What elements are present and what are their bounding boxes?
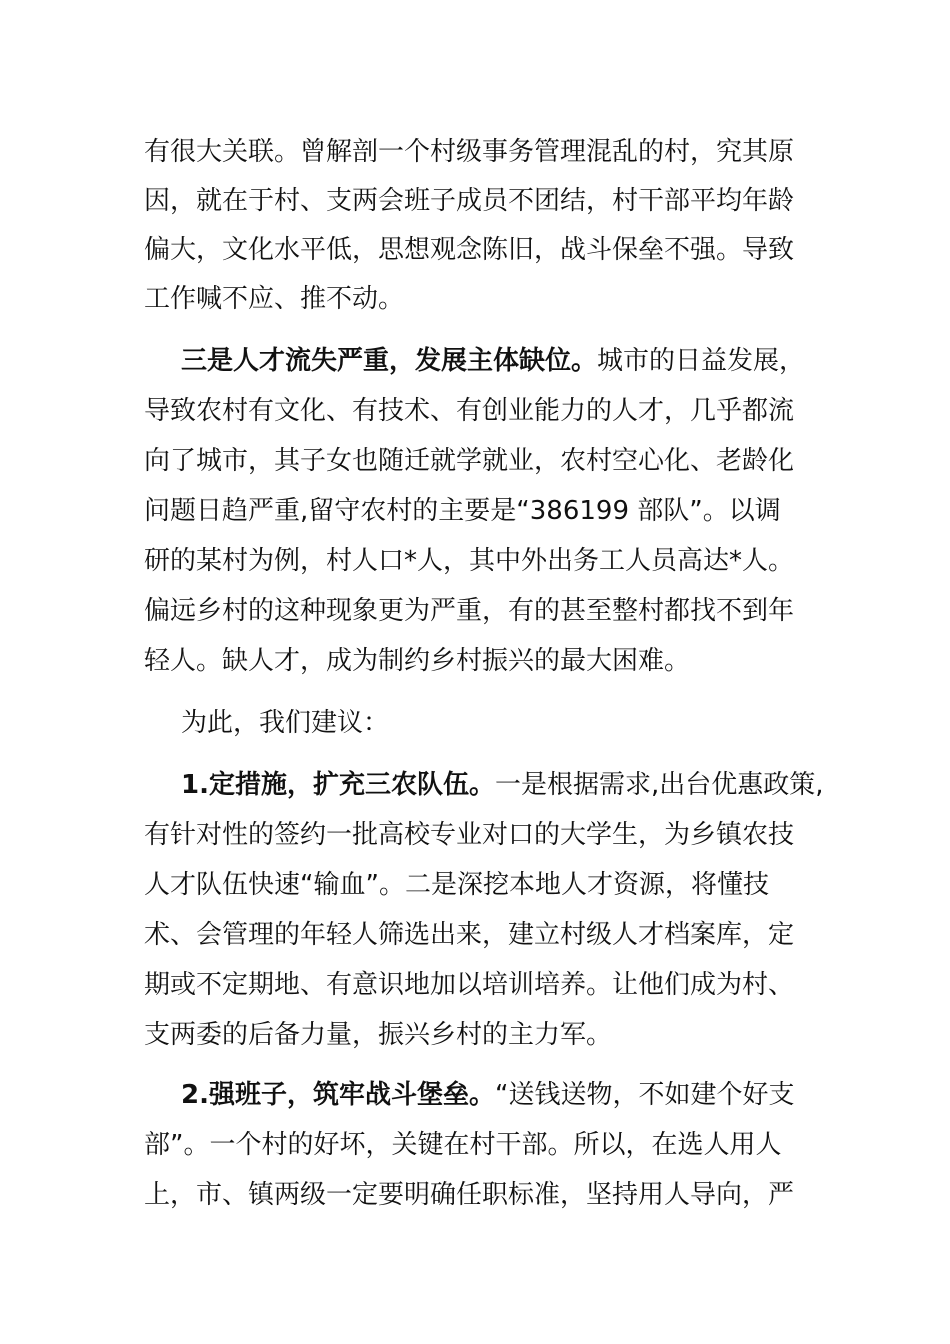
paragraph-2-line-7: 轻人。缺人才，成为制约乡村振兴的最大困难。 bbox=[144, 646, 691, 676]
paragraph-1-line-2: 因，就在于村、支两会班子成员不团结，村干部平均年龄 bbox=[144, 186, 795, 216]
paragraph-5-first-line bbox=[181, 1079, 794, 1111]
paragraph-1-line-3: 偏大，文化水平低，思想观念陈旧，战斗保垒不强。导致 bbox=[144, 235, 795, 265]
paragraph-5-line-3: 上，市、镇两级一定要明确任职标准，坚持用人导向，严 bbox=[144, 1180, 795, 1210]
paragraph-1-line-1: 有很大关联。曾解剖一个村级事务管理混乱的村，究其原 bbox=[144, 137, 795, 167]
paragraph-5-heading: 2.强班子，筑牢战斗堡垒。 bbox=[181, 1080, 495, 1110]
paragraph-2-line-6: 偏远乡村的这种现象更为严重，有的甚至整村都找不到年 bbox=[144, 596, 795, 626]
paragraph-4-first-line bbox=[181, 769, 824, 801]
paragraph-2-first-line-text: 城市的日益发展， bbox=[597, 346, 806, 376]
paragraph-4-line-6: 支两委的后备力量，振兴乡村的主力军。 bbox=[144, 1020, 613, 1050]
paragraph-4-line-5: 期或不定期地、有意识地加以培训培养。让他们成为村、 bbox=[144, 970, 795, 1000]
paragraph-4-line-4: 术、会管理的年轻人筛选出来，建立村级人才档案库，定 bbox=[144, 920, 795, 950]
paragraph-2-line-4: 问题日趋严重,留守农村的主要是“386199 部队”。以调 bbox=[144, 496, 781, 526]
paragraph-2-line-2: 导致农村有文化、有技术、有创业能力的人才，几乎都流 bbox=[144, 396, 795, 426]
paragraph-4-line-3: 人才队伍快速“输血”。二是深挖本地人才资源，将懂技 bbox=[144, 870, 769, 900]
paragraph-4-heading: 1.定措施，扩充三农队伍。 bbox=[181, 770, 495, 800]
paragraph-4-line-2: 有针对性的签约一批高校专业对口的大学生，为乡镇农技 bbox=[144, 820, 795, 850]
paragraph-5-line-2: 部”。一个村的好坏，关键在村干部。所以，在选人用人 bbox=[144, 1130, 782, 1160]
paragraph-2-heading: 三是人才流失严重，发展主体缺位。 bbox=[181, 346, 598, 376]
paragraph-3-text: 为此，我们建议： bbox=[181, 708, 390, 738]
paragraph-2-line-3: 向了城市，其子女也随迁就学就业，农村空心化、老龄化 bbox=[144, 446, 795, 476]
paragraph-1-line-4: 工作喊不应、推不动。 bbox=[144, 284, 405, 314]
paragraph-2-first-line bbox=[181, 345, 805, 377]
paragraph-4-first-line-text: 一是根据需求,出台优惠政策, bbox=[494, 770, 824, 800]
paragraph-2-line-5: 研的某村为例，村人口*人，其中外出务工人员高达*人。 bbox=[144, 546, 795, 576]
paragraph-5-first-line-text: “送钱送物，不如建个好支 bbox=[494, 1080, 795, 1110]
